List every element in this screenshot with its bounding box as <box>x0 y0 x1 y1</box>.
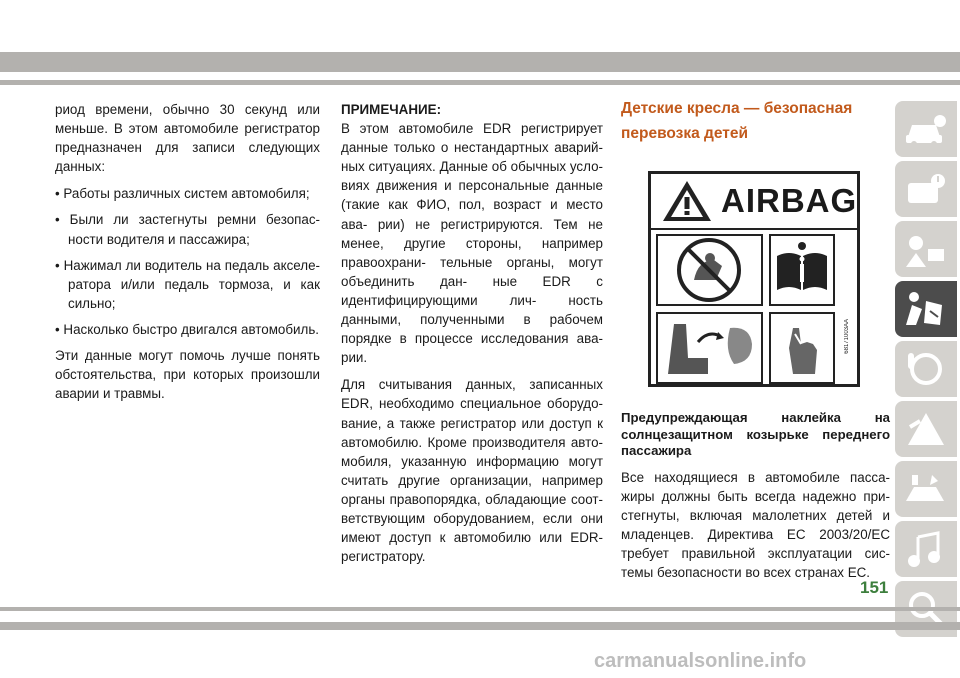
seat-airbag-icon <box>658 314 761 382</box>
top-band <box>0 52 960 72</box>
page-number: 151 <box>860 578 889 597</box>
column-middle <box>341 100 603 574</box>
warning-lights-icon <box>902 167 948 211</box>
outro-paragraph: Эти данные могут помочь лучше понять обстоятельства, при которых произошли аварии и травмы. <box>55 348 320 402</box>
tab-car-info[interactable] <box>895 101 957 157</box>
label-part-code: 68171003AA <box>844 319 850 354</box>
label-cell <box>769 234 835 306</box>
safety-icon <box>902 227 948 271</box>
tab-multimedia[interactable] <box>895 521 957 577</box>
bullet-item: • Работы различных систем автомобиля; <box>55 186 310 202</box>
starting-driving-icon <box>902 287 948 331</box>
label-header <box>651 174 857 230</box>
tab-safety[interactable] <box>895 221 957 277</box>
top-rule <box>0 80 960 85</box>
car-info-icon <box>902 107 948 151</box>
bullet-item: • Нажимал ли водитель на педаль акселе- ратора и/или педаль тормоза, и как сильно; <box>55 257 320 311</box>
label-cell <box>656 312 763 384</box>
section-title: Детские кресла — безопасная перевозка детей <box>621 100 853 142</box>
tab-specifications[interactable] <box>895 461 957 517</box>
service-icon <box>902 407 948 451</box>
bottom-band <box>0 622 960 630</box>
tab-emergency[interactable] <box>895 341 957 397</box>
note-title: ПРИМЕЧАНИЕ: <box>341 102 442 117</box>
watermark: carmanualsonline.info <box>594 650 807 672</box>
warning-triangle-icon <box>661 178 713 224</box>
bullet-item: • Были ли застегнуты ремни безопас- ности водителя и пассажира; <box>55 212 320 247</box>
label-cell <box>769 312 835 384</box>
chapter-tabs <box>895 101 960 641</box>
multimedia-icon <box>902 527 948 571</box>
hand-gesture-icon <box>771 314 833 382</box>
label-cell <box>656 234 763 306</box>
label-word: AIRBAG <box>721 182 858 219</box>
intro-paragraph: риод времени, обычно 30 секунд или меньше. В этом автомобиле регистратор предназначен для записи следующих данных: <box>55 102 320 175</box>
tab-warning-lights[interactable] <box>895 161 957 217</box>
manual-book-icon <box>771 236 833 304</box>
bullet-item: • Насколько быстро двигался автомобиль. <box>55 321 320 337</box>
bottom-rule <box>0 607 960 611</box>
airbag-warning-label <box>648 171 860 387</box>
no-rear-facing-seat-icon <box>658 236 761 304</box>
body-paragraph: Все находящиеся в автомобиле пасса- жиры должны быть всегда надежно при- стегнуты, включая малолетних детей и младенцев. Директива ЕС 2003/20/ЕС требует правильной эксплуатации сис- темы безопасности во всех странах ЕС. <box>621 469 890 580</box>
note-paragraph: В этом автомобиле EDR регистрирует данные только о нестандартных аварий- ных ситуациях. Данные об обычных усло- виях движения и персональные данные (такие как ФИО, пол, возраст и место ава- рии) не регистрируются. Тем не менее, другие стороны, например правоохрани- тельные органы, могут объединить дан- ные EDR с идентифицирующими лич- ность данными, полученными в рабочем порядке в процессе исследования ава- рии. <box>341 121 603 366</box>
tab-service[interactable] <box>895 401 957 457</box>
specifications-icon <box>902 467 948 511</box>
emergency-icon <box>902 347 948 391</box>
column-left <box>55 100 320 411</box>
edr-paragraph: Для считывания данных, записанных EDR, необходимо специальное оборудо- вание, а также регистратор или доступ к автомобилю. Кроме производителя авто- мобиля, указанную информацию могут считать другие организации, например органы правопорядка, обладающие соот- ветствующим оборудованием, если они имеют доступ к автомобилю или EDR- регистратору. <box>341 377 603 565</box>
tab-starting-driving[interactable] <box>895 281 957 337</box>
figure-caption: Предупреждающая наклейка на солнцезащитном козырьке переднего пассажира <box>621 410 890 458</box>
